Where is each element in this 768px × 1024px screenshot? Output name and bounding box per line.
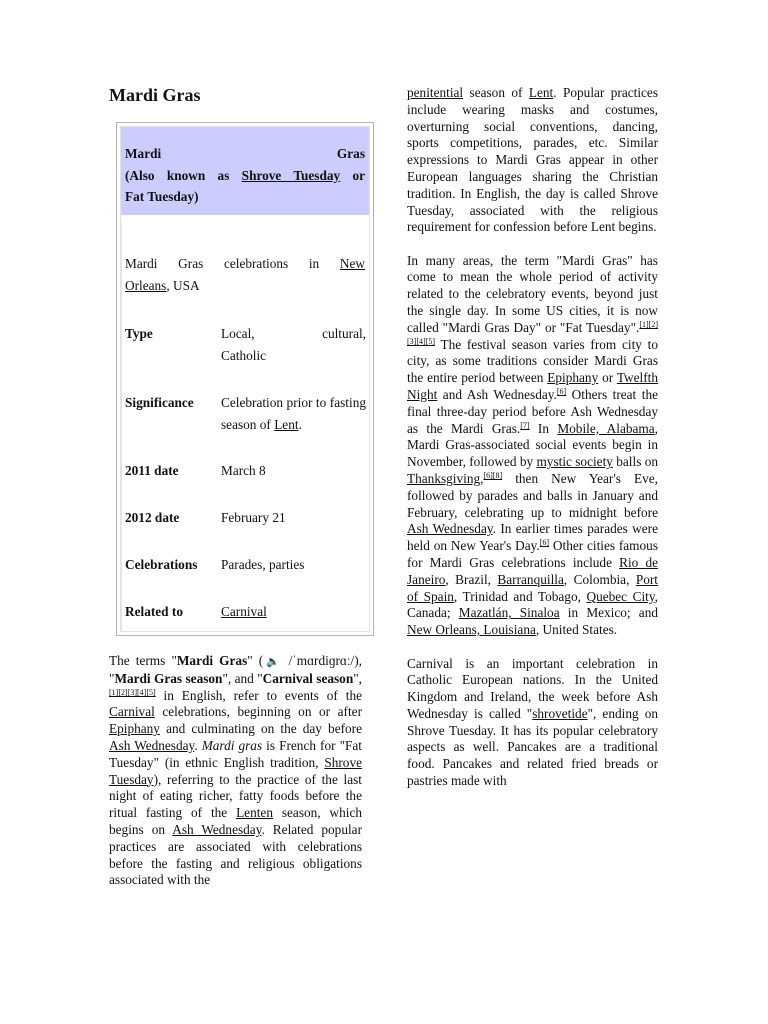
link-epiphany[interactable]: Epiphany [547,370,599,386]
infobox-aka-link[interactable]: Shrove Tuesday [241,167,341,183]
row-value-text: Celebration prior to fasting season of [221,395,366,432]
speaker-icon[interactable]: 🔈 [263,655,283,668]
caption-link-orleans[interactable]: Orleans [125,277,167,293]
page-title: Mardi Gras [109,85,201,105]
link-thanksgiving[interactable]: Thanksgiving [407,471,481,487]
link-mystic-society[interactable]: mystic society [536,454,613,470]
ref-link[interactable]: [6] [539,538,550,548]
infobox-aka-prefix: (Also known as [125,167,242,183]
caption-link-new[interactable]: New [339,256,365,271]
link-ash-wednesday[interactable]: Ash Wednesday [109,737,195,753]
term-mardi-gras: Mardi Gras [176,653,248,668]
ipa: /ˈmɑrdiɡrɑː/), " [109,653,362,686]
link-carnival[interactable]: Carnival [109,704,155,720]
carnival-link[interactable]: Carnival [221,604,267,619]
infobox-header [121,127,369,215]
lent-link[interactable]: Lent [274,416,299,432]
row-key: Type [125,326,153,341]
row-value [221,392,366,435]
link-mazatlan[interactable]: Mazatlán, Sinaloa [458,605,560,621]
link-epiphany[interactable]: Epiphany [109,721,160,737]
right-paragraph-2: In many areas, the term "Mardi Gras" has come to mean the whole period of activity related to the celebratory events, beyond just the single day. In some US cities, it is now called "Mardi Gras Day" or "Fat Tuesday".[1][2][3][4][5] The festival season varies from city to city, as some traditions consider Mardi Gras the entire period between Epiphany or Twelfth Night and Ash Wednesday.[6] Others treat the final three-day period before Ash Wednesday as the Mardi Gras.[7] In Mobile, Alabama, Mardi Gras-associated social events begin in November, followed by mystic society balls on Thanksgiving,[6][8] then New Year's Eve, followed by parades and balls in January and February, celebrating up to midnight before Ash Wednesday. In earlier times parades were held on New Year's Day.[6] Other cities famous for Mardi Gras celebrations include Rio de Janeiro, Brazil, Barranquilla, Colombia, Port of Spain, Trinidad and Tobago, Quebec City, Canada; Mazatlán, Sinaloa in Mexico; and New Orleans, Louisiana, United States. [407,252,659,638]
ref-links[interactable]: [1][2][3][4][5] [109,687,156,697]
infobox-name: Mardi [125,146,162,161]
caption-tail: , USA [166,277,200,293]
row-value: February 21 [221,510,286,525]
infobox-aka-suffix: or [340,167,366,183]
row-key: Significance [125,395,194,410]
row-key: Related to [125,604,183,619]
infobox-divider [121,303,122,633]
caption-text: Mardi Gras celebrations in [125,256,340,271]
link-shrove-tuesday[interactable]: Shrove Tuesday [109,754,362,787]
right-column [407,85,658,790]
row-value: Parades, parties [221,557,305,572]
lead-text: The terms "Mardi Gras" (🔈 /ˈmɑrdiɡrɑː/), "Mardi Gras season", and "Carnival season",[1][2][3][4][5] in English, refer to events of the Carnival celebrations, beginning on or after Epiphany and culminating on the day before Ash Wednesday. Mardi gras is French for "Fat Tuesday" (in ethnic English tradition, Shrove Tuesday), referring to the practice of the last night of eating richer, fatty foods before the ritual fasting of the Lenten season, which begins on Ash Wednesday. Related popular practices are associated with celebrations before the fasting and religious obligations associated with the [109,653,363,888]
link-quebec-city[interactable]: Quebec City [586,588,655,604]
link-lent[interactable]: Lent [528,85,554,100]
row-value-cont: Catholic [221,348,267,363]
link-shrovetide[interactable]: shrovetide [532,705,588,721]
link-lenten[interactable]: Lenten [236,805,273,821]
link-rio[interactable]: Rio de Janeiro [407,555,658,587]
lead-paragraph [109,653,362,889]
right-paragraph-1: penitential season of Lent. Popular practices include wearing masks and costumes, overturning social conventions, dancing, sports competitions, parades, etc. Similar expressions to Mardi Gras appear in other European languages sharing the Christian tradition. In English, the day is called Shrove Tuesday, associated with the religious requirement for confession before Lent begins. [407,85,658,235]
italic-mardi-gras: Mardi gras [201,737,263,753]
row-key: 2012 date [125,510,180,525]
infobox-caption [125,253,365,296]
row-key: Celebrations [125,557,198,572]
ref-link[interactable]: [6] [556,387,567,397]
row-value [221,601,366,623]
ref-links[interactable]: [1][2][3][4][5] [407,319,658,346]
infobox [116,122,374,636]
term-carnival-season: Carnival season [262,670,354,686]
row-value-tail: . [298,416,302,432]
link-barranquilla[interactable]: Barranquilla [497,571,564,587]
infobox-divider [121,223,122,303]
link-twelfth-night[interactable]: Twelfth Night [407,370,658,403]
term-season: Mardi Gras season [114,670,223,686]
row-value: March 8 [221,463,266,478]
ref-link[interactable]: [7] [520,420,530,430]
link-mobile-alabama[interactable]: Mobile, Alabama [557,420,655,436]
infobox-aka-line2: Fat Tuesday) [125,189,199,204]
infobox-name-right: Gras [336,146,365,161]
link-new-orleans[interactable]: New Orleans, Louisiana [407,622,536,638]
right-paragraph-3: Carnival is an important celebration in Catholic European nations. In the United Kingdom and Ireland, the week before Ash Wednesday is called "shrovetide", ending on Shrove Tuesday. It has its popular celebratory aspects as well. Pancakes are a traditional food. Pancakes and related fried breads or pastries made with [407,655,658,789]
link-ash-wednesday-2[interactable]: Ash Wednesday [172,821,262,837]
ref-link[interactable]: [6][8] [483,471,503,481]
link-penitential[interactable]: penitential [407,85,464,100]
link-ash-wednesday[interactable]: Ash Wednesday [407,521,493,537]
row-key: 2011 date [125,463,179,478]
link-port-of-spain[interactable]: Port of Spain [407,571,658,604]
row-value: Local, cultural, [221,326,366,341]
